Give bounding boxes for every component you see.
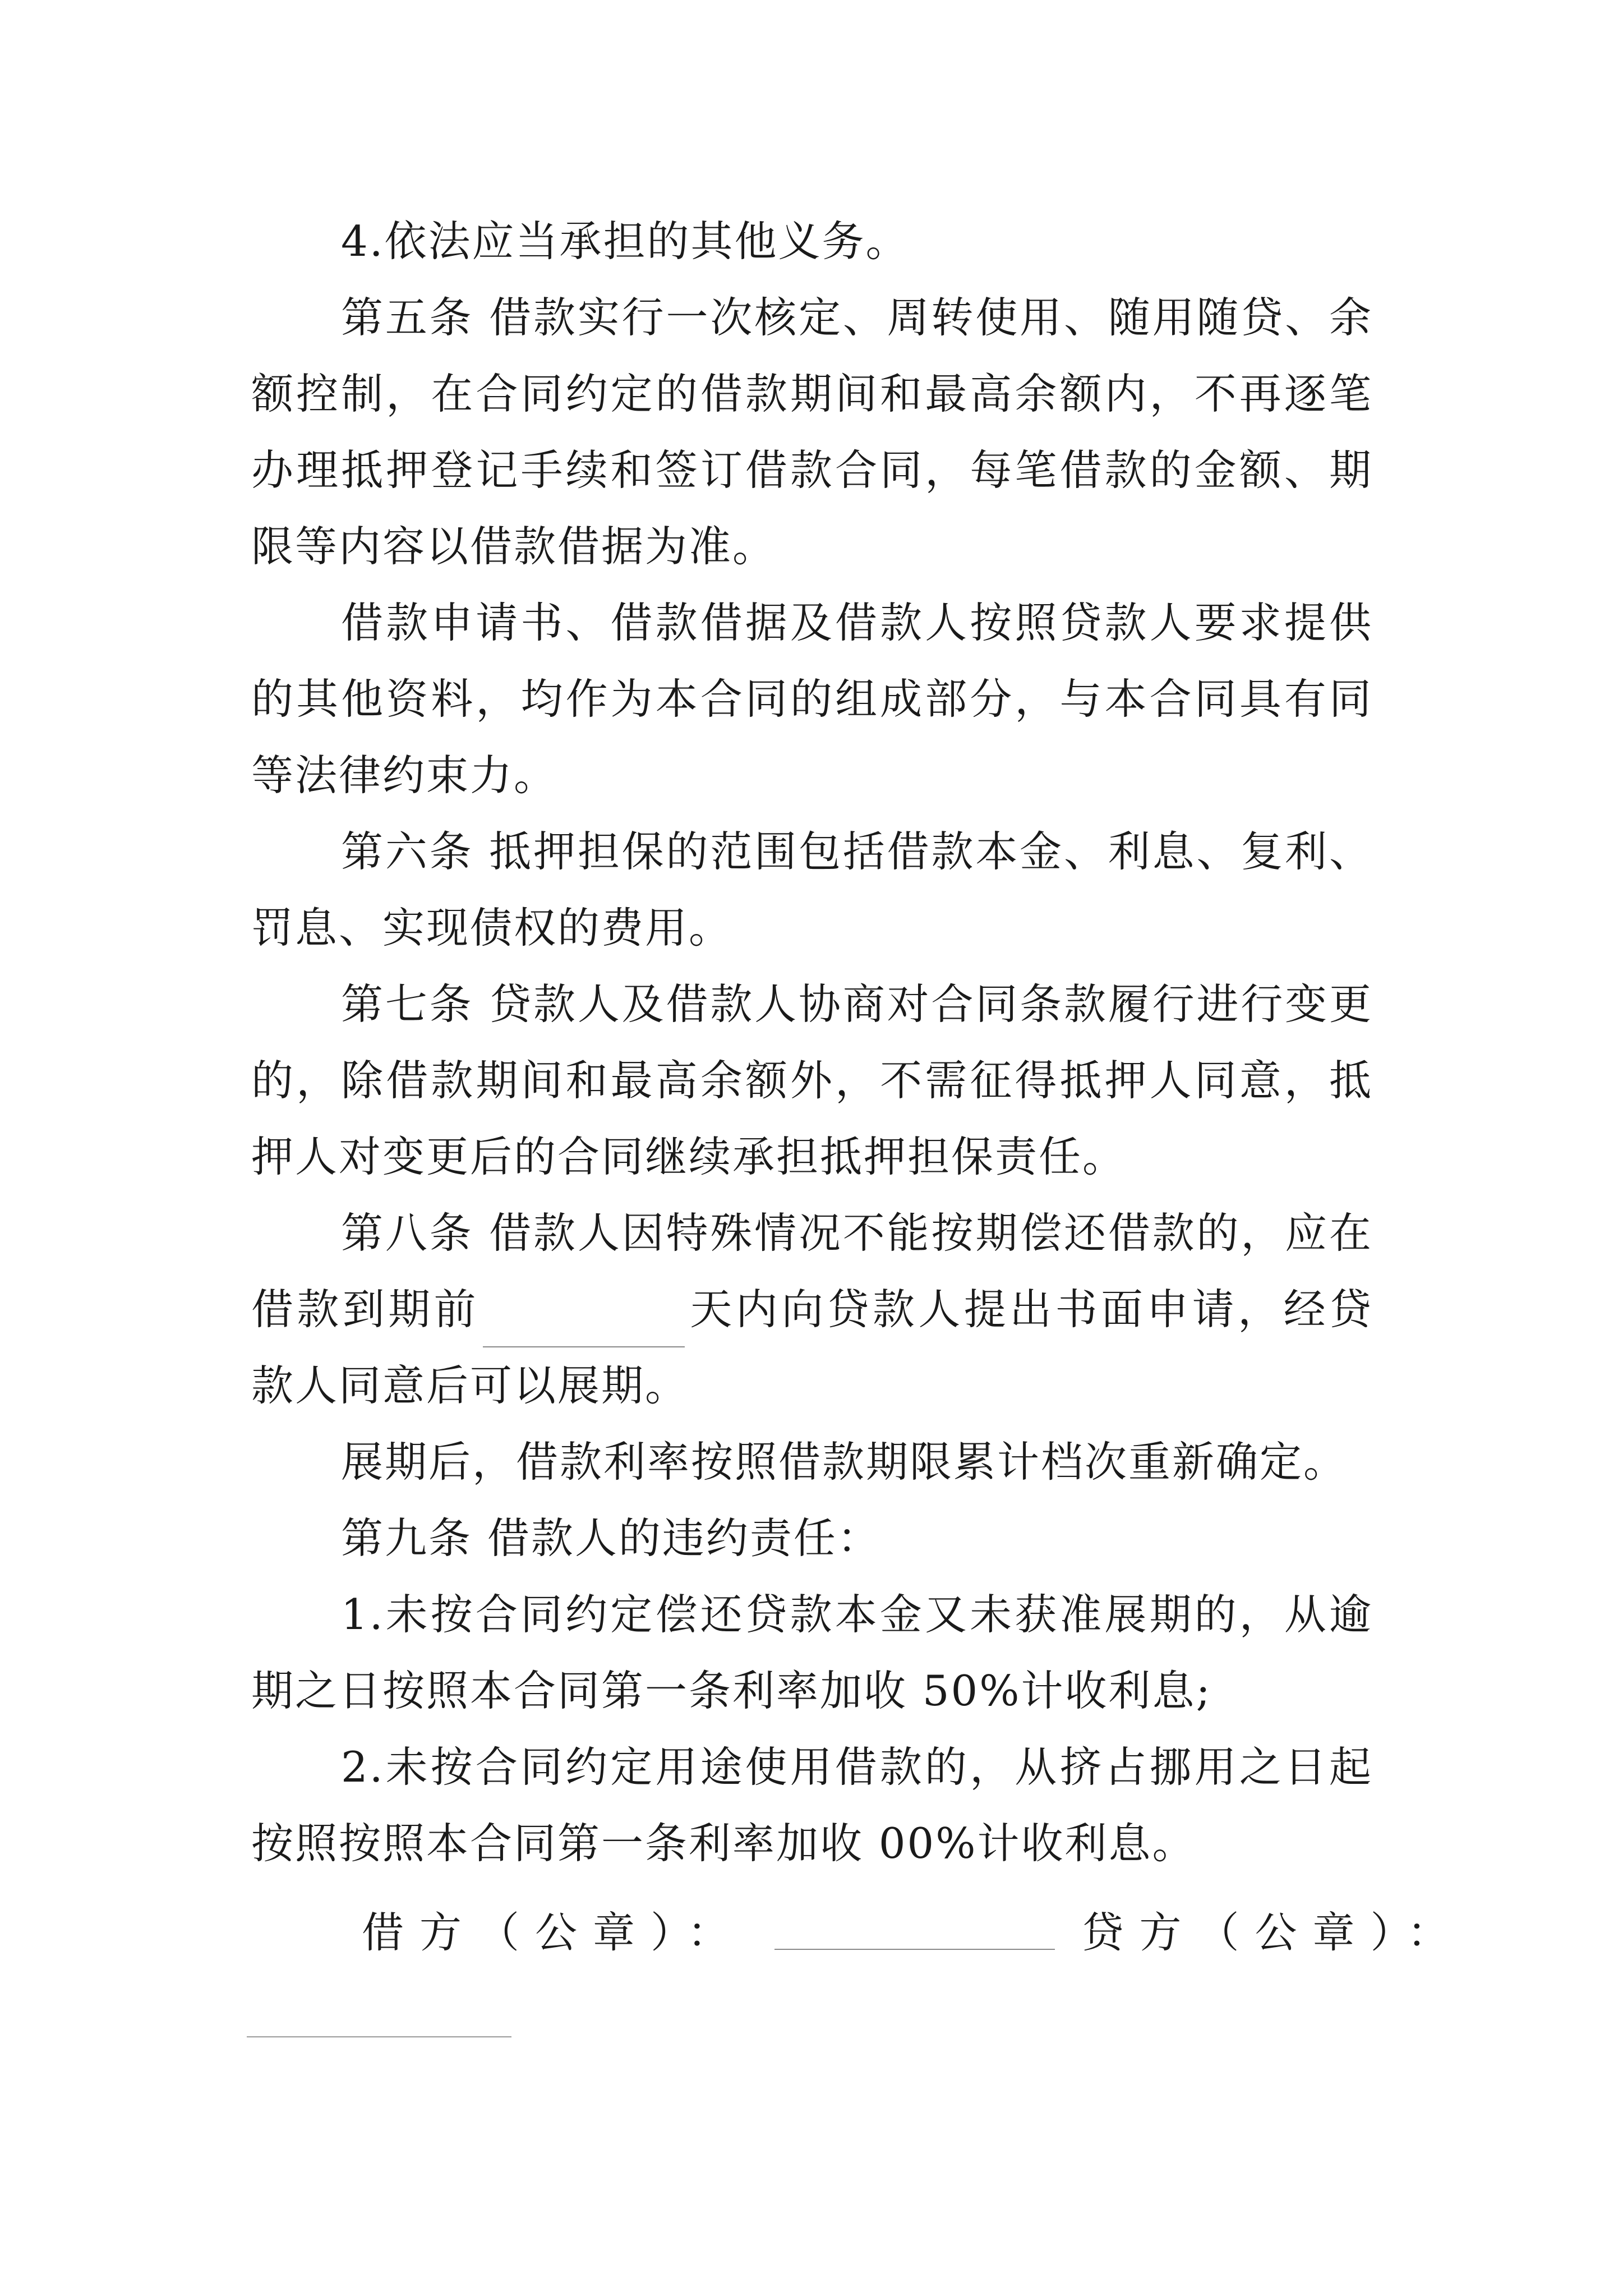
borrower-seal-label: 借方（公章）： xyxy=(362,1907,745,1957)
lender-seal-blank[interactable] xyxy=(247,2036,511,2037)
paragraph-liability-2: 2.未按合同约定用途使用借款的，从挤占挪用之日起按照按照本合同第一条利率加收 00%计收利息。 xyxy=(251,1742,1373,1868)
article-8-text-start: 第八条 借款人因特殊情况不能按期偿还借款的，应在借款到期前 xyxy=(251,1208,1373,1334)
paragraph-article-9: 第九条 借款人的违约责任： xyxy=(341,1513,881,1563)
borrower-seal-blank[interactable] xyxy=(774,1915,1055,1950)
article-8-text-end: 天内向贷款人提出书面申请，经贷款人同意后可以展期。 xyxy=(251,1285,1373,1410)
paragraph-article-6: 第六条 抵押担保的范围包括借款本金、利息、复利、罚息、实现债权的费用。 xyxy=(251,827,1373,953)
lender-seal-label: 贷方（公章）： xyxy=(1081,1907,1465,1957)
paragraph-liability-1: 1.未按合同约定偿还贷款本金又未获准展期的，从逾期之日按照本合同第一条利率加收 50%计收利息; xyxy=(251,1590,1373,1715)
paragraph-article-8 xyxy=(251,1195,1373,1424)
signature-row xyxy=(362,1901,1465,1957)
paragraph-obligations: 4.依法应当承担的其他义务。 xyxy=(341,217,910,266)
days-blank-field[interactable] xyxy=(483,1306,685,1347)
paragraph-extension-rate: 展期后，借款利率按照借款期限累计档次重新确定。 xyxy=(341,1437,1348,1487)
contract-body xyxy=(251,203,1373,1881)
paragraph-article-7: 第七条 贷款人及借款人协商对合同条款履行进行变更的，除借款期间和最高余额外，不需征得抵押人同意，抵押人对变更后的合同继续承担抵押担保责任。 xyxy=(251,979,1373,1181)
paragraph-supporting-docs: 借款申请书、借款借据及借款人按照贷款人要求提供的其他资料，均作为本合同的组成部分，与本合同具有同等法律约束力。 xyxy=(251,598,1373,800)
paragraph-article-5: 第五条 借款实行一次核定、周转使用、随用随贷、余额控制，在合同约定的借款期间和最高余额内，不再逐笔办理抵押登记手续和签订借款合同，每笔借款的金额、期限等内容以借款借据为准。 xyxy=(251,293,1373,571)
